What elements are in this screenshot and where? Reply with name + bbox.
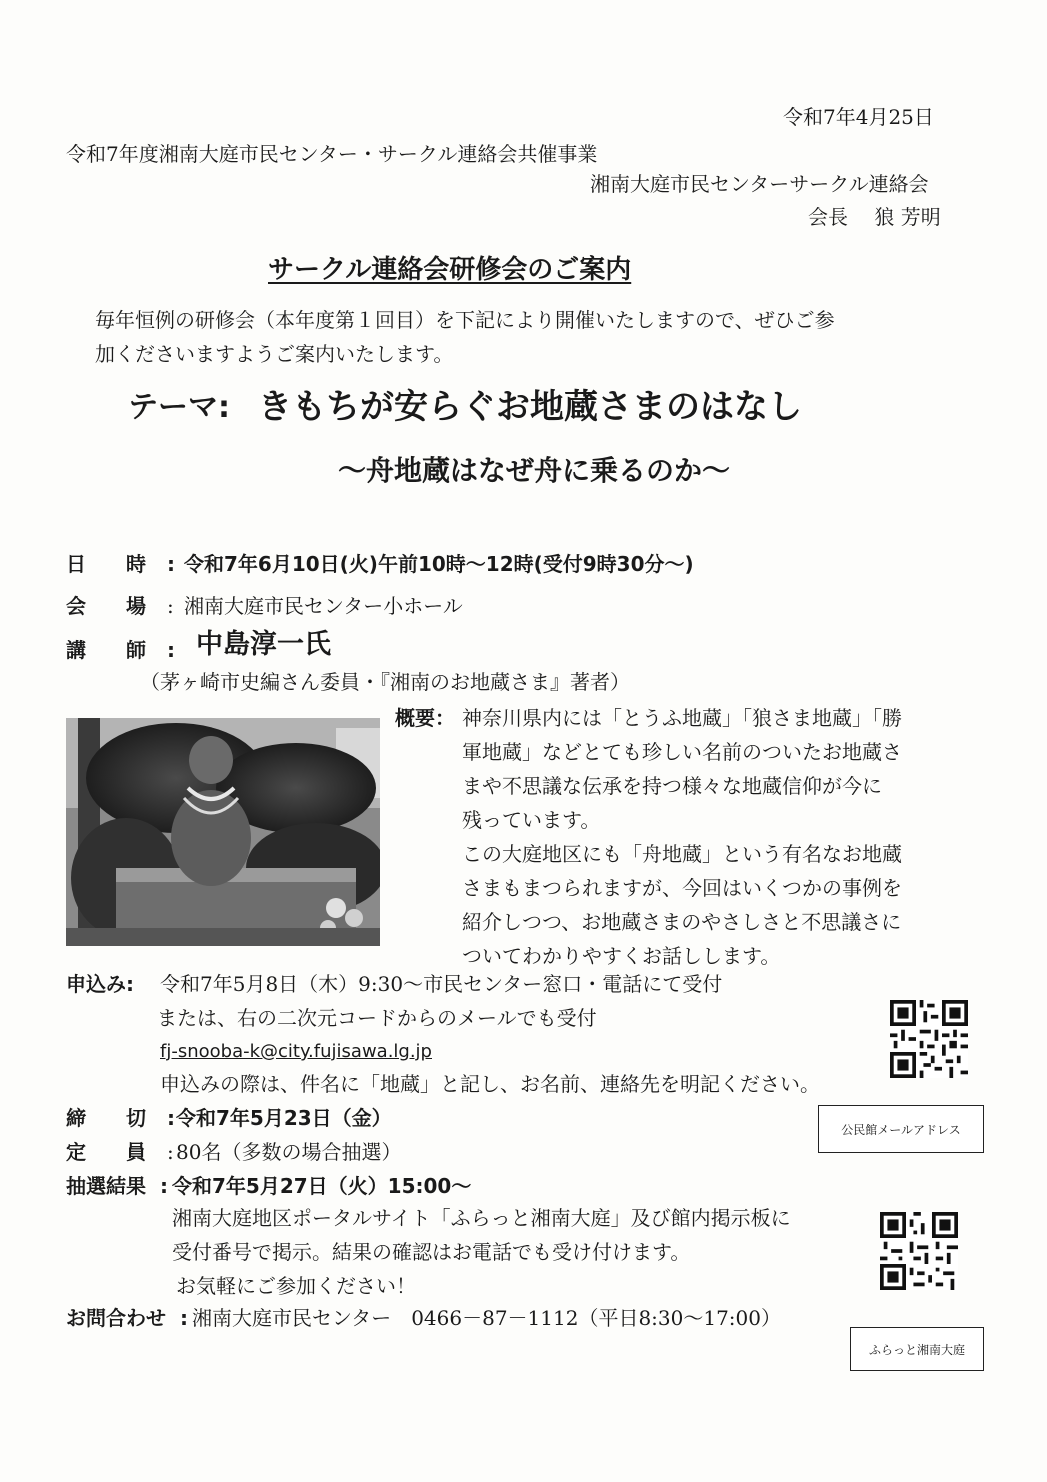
deadline-label: 締 切	[66, 1106, 146, 1130]
lottery-line: 湘南大庭地区ポータルサイト「ふらっと湘南大庭」及び館内掲示板に	[172, 1206, 791, 1230]
document-heading: サークル連絡会研修会のご案内	[268, 255, 632, 285]
deadline-value: 令和7年5月23日（金）	[176, 1106, 392, 1130]
contact-label: お問合わせ	[66, 1306, 166, 1330]
lottery-line: お気軽にご参加ください！	[176, 1274, 416, 1298]
schedule-label: 日 時	[66, 552, 146, 576]
venue-label: 会 場	[66, 594, 146, 618]
intro-line-1: 毎年恒例の研修会（本年度第１回目）を下記により開催いたしますので、ぜひご参	[95, 308, 835, 332]
overview-line: 軍地蔵」などとても珍しい名前のついたお地蔵さ	[462, 740, 902, 764]
organization-name: 湘南大庭市民センターサークル連絡会	[590, 172, 929, 196]
lecturer-label: 講 師	[66, 638, 146, 662]
cosponsor-line: 令和7年度湘南大庭市民センター・サークル連絡会共催事業	[66, 142, 598, 166]
lecturer-name: 中島淳一氏	[196, 629, 331, 660]
overview-line: 神奈川県内には「とうふ地蔵」「狼さま地蔵」「勝	[462, 706, 902, 730]
apply-email-link[interactable]: fj-snooba-k@city.fujisawa.lg.jp	[160, 1041, 432, 1062]
overview-label: 概要：	[395, 706, 455, 730]
capacity-label: 定 員	[66, 1140, 146, 1164]
venue-value: 湘南大庭市民センター小ホール	[184, 594, 463, 618]
overview-line: 残っています。	[462, 808, 601, 832]
apply-line-3: 申込みの際は、件名に「地蔵」と記し、お名前、連絡先を明記ください。	[160, 1072, 820, 1096]
portal-qr-code-icon[interactable]	[880, 1212, 958, 1290]
theme-label: テーマ:	[128, 390, 230, 425]
capacity-value: 80名（多数の場合抽選）	[176, 1140, 402, 1164]
overview-line: 紹介しつつ、お地蔵さまのやさしさと不思議さに	[462, 910, 902, 934]
jizo-statue-photo	[66, 718, 380, 946]
overview-line: この大庭地区にも「舟地蔵」という有名なお地蔵	[462, 842, 902, 866]
overview-line: まや不思議な伝承を持つ様々な地蔵信仰が今に	[462, 774, 882, 798]
theme-subtitle: ～舟地蔵はなぜ舟に乗るのか～	[338, 454, 731, 487]
lottery-line: 受付番号で掲示。結果の確認はお電話でも受け付けます。	[172, 1240, 691, 1264]
lottery-label: 抽選結果	[66, 1174, 146, 1198]
intro-line-2: 加くださいますようご案内いたします。	[95, 342, 454, 366]
chair-name: 会長 狼 芳明	[808, 205, 941, 229]
lottery-value: 令和7年5月27日（火）15:00～	[172, 1174, 472, 1198]
lecturer-title: （茅ヶ崎市史編さん委員・『湘南のお地蔵さま』著者）	[140, 670, 630, 694]
schedule-value: 令和7年6月10日(火)午前10時～12時(受付9時30分～)	[184, 552, 694, 576]
overview-line: ついてわかりやすくお話しします。	[462, 944, 781, 968]
contact-value: 湘南大庭市民センター 0466－87－1112（平日8:30～17:00）	[192, 1306, 781, 1330]
theme-title: きもちが安らぐお地蔵さまのはなし	[258, 387, 802, 427]
mail-address-label-box: 公民館メールアドレス	[818, 1105, 984, 1153]
mail-qr-code-icon[interactable]	[890, 1000, 968, 1078]
overview-line: さまもまつられますが、今回はいくつかの事例を	[462, 876, 902, 900]
apply-label: 申込み:	[66, 972, 134, 996]
document-date: 令和7年4月25日	[783, 105, 934, 129]
portal-label-box: ふらっと湘南大庭	[850, 1327, 984, 1371]
apply-line-1: 令和7年5月8日（木）9:30～市民センター窓口・電話にて受付	[160, 972, 723, 996]
apply-line-2: または、右の二次元コードからのメールでも受付	[157, 1006, 597, 1030]
